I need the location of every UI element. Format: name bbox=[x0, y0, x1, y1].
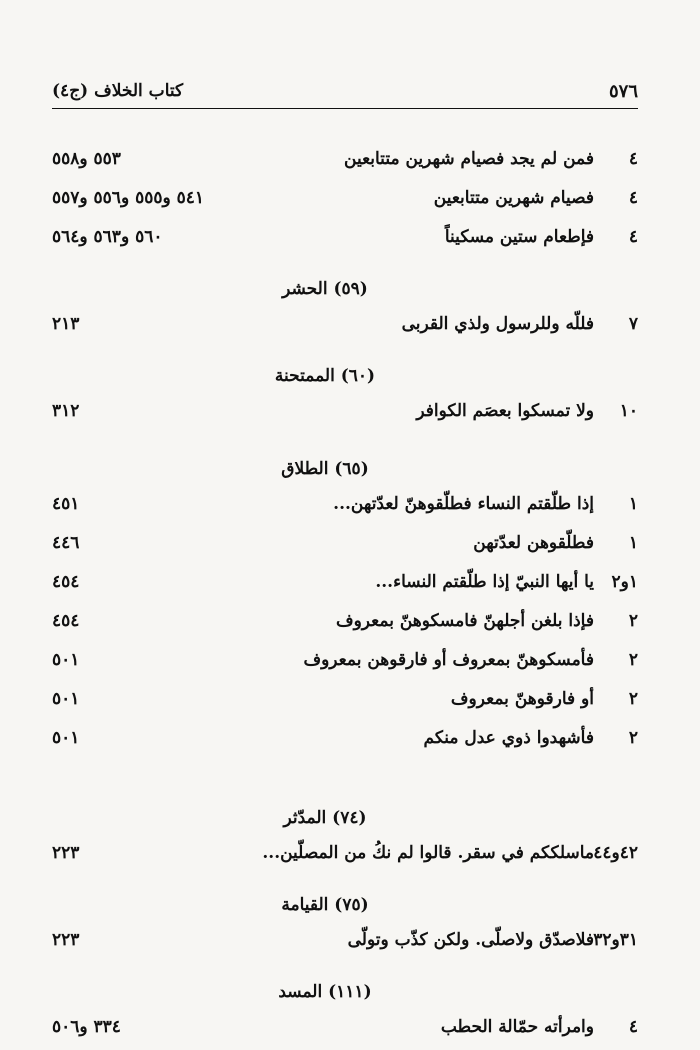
index-row bbox=[52, 304, 638, 343]
page-refs: ٢١٣ bbox=[52, 313, 80, 334]
verse-text: أو فارقوهنّ بمعروف bbox=[450, 688, 594, 709]
index-row bbox=[52, 562, 638, 601]
verse-text: فإذا بلغن أجلهنّ فامسكوهنّ بمعروف bbox=[335, 610, 594, 631]
section-al-mumtahana bbox=[52, 361, 638, 430]
verse-number: ٢ bbox=[628, 610, 638, 631]
verse-number: ١ bbox=[628, 532, 638, 553]
verse-text: فمن لم يجد فصيام شهرين متتابعين bbox=[344, 148, 594, 169]
verse-text: فصيام شهرين متتابعين bbox=[433, 187, 594, 208]
verse-text: يا أيها النبيّ إذا طلّقتم النساء... bbox=[375, 571, 594, 592]
verse-number: ٣١و٣٢ bbox=[593, 929, 638, 950]
page-refs: ٢٢٣ bbox=[52, 842, 80, 863]
index-row bbox=[52, 139, 638, 178]
verse-text: فللّه وللرسول ولذي القربى bbox=[401, 313, 594, 334]
page-number: ٥٧٦ bbox=[608, 80, 638, 102]
page-header bbox=[52, 78, 638, 109]
index-row bbox=[52, 217, 638, 256]
verse-text: إذا طلّقتم النساء فطلّقوهنّ لعدّتهن... bbox=[333, 493, 594, 514]
index-row bbox=[52, 391, 638, 430]
index-row bbox=[52, 178, 638, 217]
index-row bbox=[52, 640, 638, 679]
verse-number: ٤ bbox=[628, 187, 638, 208]
section-title: (٧٤) المدّثر bbox=[283, 808, 367, 828]
section-al-hashr bbox=[52, 274, 638, 343]
verse-number: ١و٢ bbox=[611, 571, 638, 592]
page-refs: ٣١٢ bbox=[52, 400, 80, 421]
verse-number: ١٠ bbox=[619, 400, 638, 421]
page-refs: ٤٥٤ bbox=[52, 610, 80, 631]
section-al-muddaththir bbox=[52, 803, 638, 872]
verse-number: ٧ bbox=[628, 313, 638, 334]
page-refs: ٣٣٤ و٥٠٦ bbox=[52, 1016, 121, 1037]
verse-number: ٤٢و٤٤ bbox=[593, 842, 638, 863]
section-at-talaq bbox=[52, 454, 638, 757]
page-refs: ٥٦٠ و٥٦٣ و٥٦٤ bbox=[52, 226, 163, 247]
page-refs: ٥٥٣ و٥٥٨ bbox=[52, 148, 121, 169]
index-row bbox=[52, 1007, 638, 1046]
index-row bbox=[52, 920, 638, 959]
section-title: (٧٥) القيامة bbox=[281, 895, 369, 915]
verse-text: فطلّقوهن لعدّتهن bbox=[473, 532, 594, 553]
verse-number: ٢ bbox=[628, 649, 638, 670]
verse-number: ٤ bbox=[628, 148, 638, 169]
verse-text: ماسلككم في سقر. قالوا لم نكُ من المصلّين... bbox=[262, 842, 594, 863]
verse-number: ٢ bbox=[628, 688, 638, 709]
section-title: (٦٠) الممتحنة bbox=[274, 366, 376, 386]
page-refs: ٥٠١ bbox=[52, 688, 80, 709]
verse-text: فإطعام ستين مسكيناً bbox=[444, 226, 594, 247]
index-row bbox=[52, 679, 638, 718]
page-refs: ٥٠١ bbox=[52, 727, 80, 748]
verse-number: ٤ bbox=[628, 226, 638, 247]
verse-text: ولا تمسكوا بعصَم الكوافر bbox=[416, 400, 594, 421]
section-title: (٦٥) الطلاق bbox=[281, 459, 369, 479]
page-refs: ٤٥١ bbox=[52, 493, 80, 514]
verse-text: فأمسكوهنّ بمعروف أو فارقوهن بمعروف bbox=[303, 649, 594, 670]
verse-text: فلاصدّق ولاصلّى. ولكن كذّب وتولّى bbox=[347, 929, 594, 950]
verse-text: فأشهدوا ذوي عدل منكم bbox=[423, 727, 594, 748]
page-refs: ٤٤٦ bbox=[52, 532, 80, 553]
index-row bbox=[52, 718, 638, 757]
verse-number: ٢ bbox=[628, 727, 638, 748]
index-row bbox=[52, 601, 638, 640]
index-row bbox=[52, 833, 638, 872]
verse-number: ١ bbox=[628, 493, 638, 514]
page-refs: ٥٠١ bbox=[52, 649, 80, 670]
page-refs: ٥٤١ و٥٥٥ و٥٥٦ و٥٥٧ bbox=[52, 187, 205, 208]
index-row bbox=[52, 523, 638, 562]
page-refs: ٢٢٣ bbox=[52, 929, 80, 950]
verse-number: ٤ bbox=[628, 1016, 638, 1037]
book-title: كتاب الخلاف (ج٤) bbox=[52, 81, 184, 101]
index-row bbox=[52, 484, 638, 523]
page-refs: ٤٥٤ bbox=[52, 571, 80, 592]
section-al-qiyama bbox=[52, 890, 638, 959]
section-al-masad bbox=[52, 977, 638, 1046]
section-title: (١١١) المسد bbox=[278, 982, 372, 1002]
verse-text: وامرأته حمّالة الحطب bbox=[440, 1016, 594, 1037]
section-title: (٥٩) الحشر bbox=[282, 279, 368, 299]
first-block bbox=[52, 139, 638, 256]
